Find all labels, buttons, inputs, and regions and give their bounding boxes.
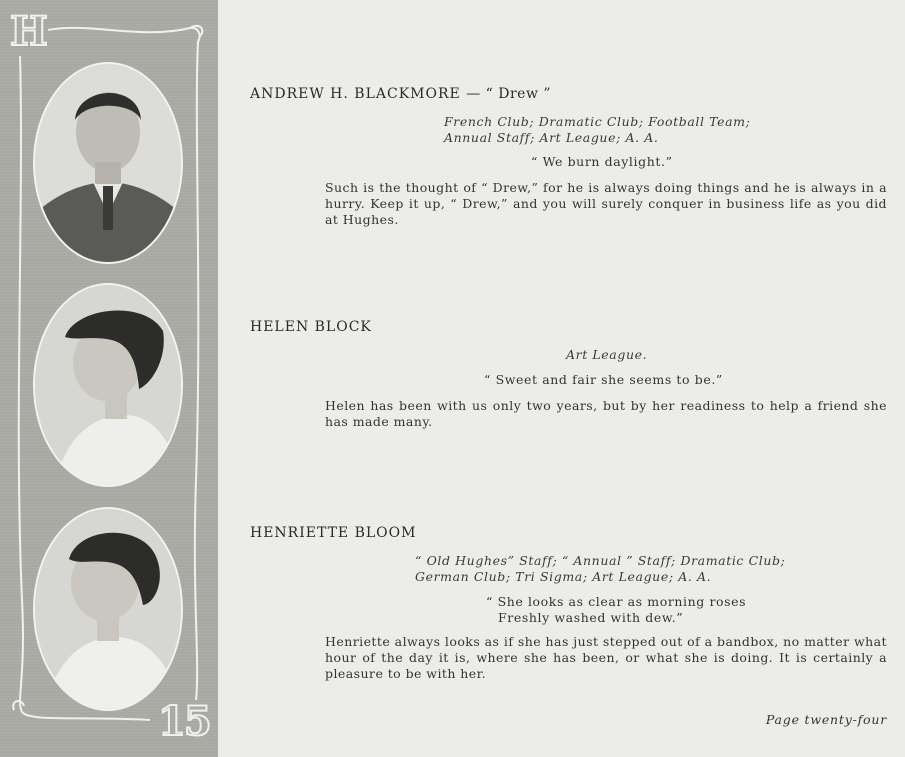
entry-name-text: ANDREW H. BLACKMORE <box>250 86 461 102</box>
portrait-sidebar <box>0 0 218 757</box>
entry-clubs-henriette <box>415 553 785 585</box>
quote-line: Freshly washed with dew.” <box>498 610 684 625</box>
portrait-helen-block <box>33 283 183 487</box>
quote-line: “ We burn daylight.” <box>531 154 673 169</box>
entry-name-text: HENRIETTE BLOOM <box>250 525 417 541</box>
corner-letter-h: H <box>10 8 48 55</box>
portrait-andrew-blackmore <box>33 62 183 264</box>
clubs-line: Art League. <box>566 347 648 362</box>
entry-paragraph-andrew: Such is the thought of “ Drew,” for he is always doing things and he is always in a hurry. Keep it up, “ Drew,” and you will surely conquer in business life as you did at Hughes. <box>325 180 887 227</box>
page-number: Page twenty-four <box>765 712 887 727</box>
entry-name-andrew <box>250 86 551 102</box>
entry-quote-helen <box>484 372 723 388</box>
clubs-line: French Club; Dramatic Club; Football Team; <box>444 114 751 129</box>
entry-name-henriette <box>250 525 416 541</box>
clubs-line: German Club; Tri Sigma; Art League; A. A. <box>415 569 712 584</box>
entry-name-helen <box>250 319 372 335</box>
class-year-number: 15 <box>158 698 210 745</box>
entry-nickname: — “ Drew ” <box>466 86 552 102</box>
entry-paragraph-henriette: Henriette always looks as if she has just stepped out of a bandbox, no matter what hour of the day it is, where she has been, or what she is doing. It is certainly a pleasure to be with her. <box>325 634 887 681</box>
entry-clubs-andrew <box>444 114 750 146</box>
clubs-line: Annual Staff; Art League; A. A. <box>444 130 659 145</box>
entry-paragraph-helen: Helen has been with us only two years, but by her readiness to help a friend she has made many. <box>325 398 887 429</box>
entry-name-text: HELEN BLOCK <box>250 319 372 335</box>
entry-quote-henriette <box>486 594 746 626</box>
quote-line: “ Sweet and fair she seems to be.” <box>484 372 723 387</box>
entry-quote-andrew <box>531 154 673 170</box>
clubs-line: “ Old Hughes” Staff; “ Annual ” Staff; Dramatic Club; <box>415 553 786 568</box>
quote-line: “ She looks as clear as morning roses <box>486 594 747 609</box>
entry-clubs-helen <box>566 347 647 363</box>
portrait-henriette-bloom <box>33 507 183 711</box>
